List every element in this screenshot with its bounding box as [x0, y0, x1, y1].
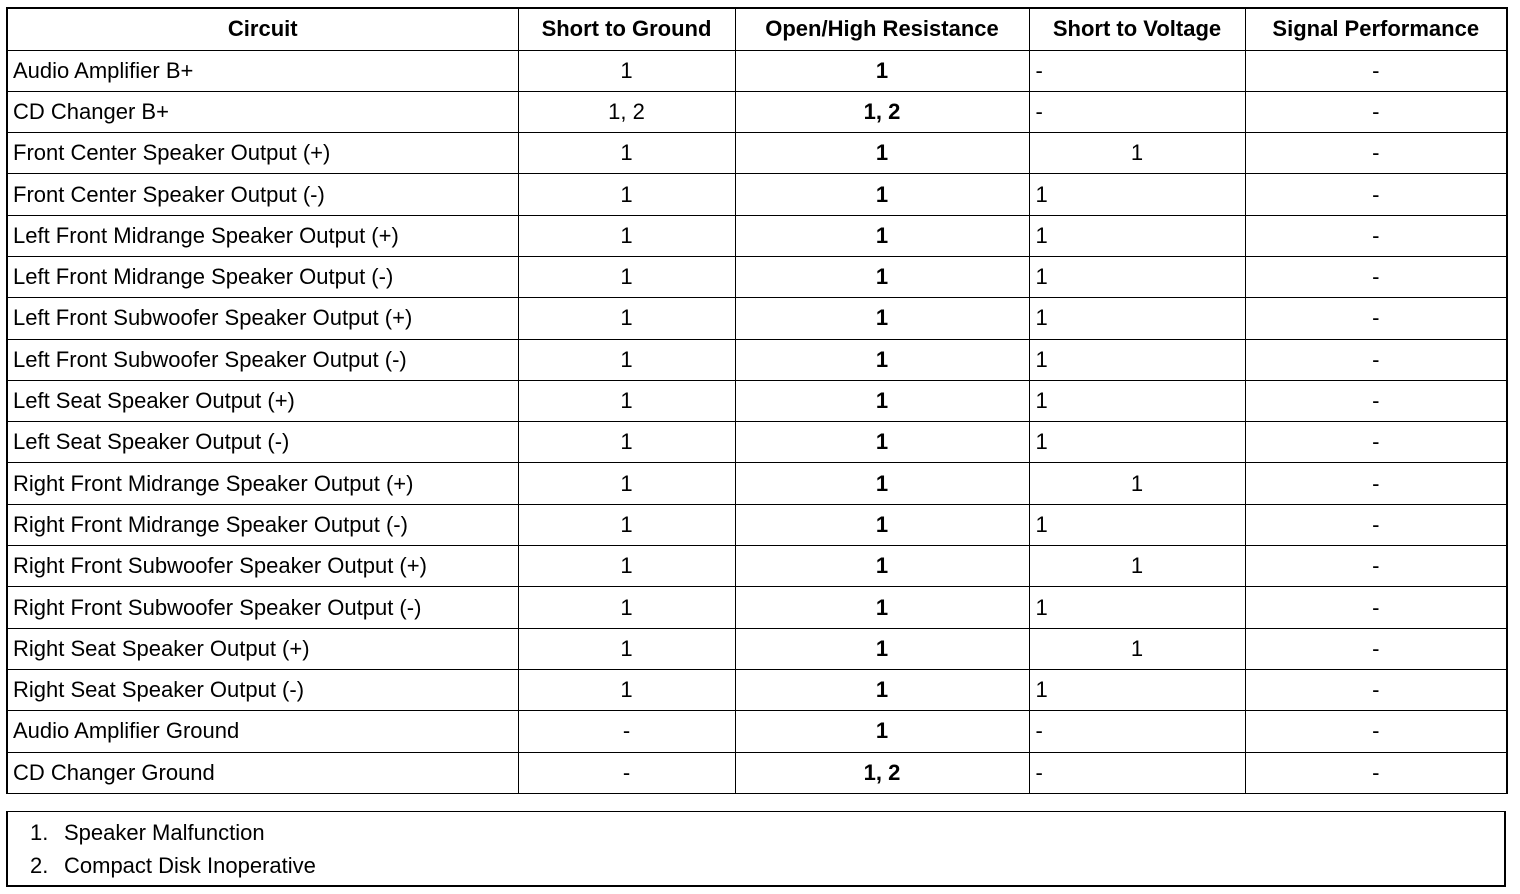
- cell-signal-performance: -: [1245, 380, 1507, 421]
- cell-circuit: Left Front Subwoofer Speaker Output (-): [7, 339, 518, 380]
- cell-open-high-resistance: 1: [735, 546, 1029, 587]
- cell-signal-performance: -: [1245, 174, 1507, 215]
- cell-signal-performance: -: [1245, 256, 1507, 297]
- cell-signal-performance: -: [1245, 298, 1507, 339]
- cell-short-to-ground: 1: [518, 380, 735, 421]
- cell-short-to-ground: 1: [518, 133, 735, 174]
- cell-open-high-resistance: 1: [735, 339, 1029, 380]
- cell-short-to-ground: 1: [518, 546, 735, 587]
- cell-signal-performance: -: [1245, 133, 1507, 174]
- cell-circuit: Left Front Midrange Speaker Output (+): [7, 215, 518, 256]
- cell-circuit: Right Front Subwoofer Speaker Output (-): [7, 587, 518, 628]
- header-row: [7, 8, 1507, 50]
- cell-signal-performance: -: [1245, 463, 1507, 504]
- cell-open-high-resistance: 1, 2: [735, 752, 1029, 793]
- table-row: [7, 422, 1507, 463]
- footnotes: [6, 811, 1506, 887]
- cell-open-high-resistance: 1: [735, 463, 1029, 504]
- table-row: [7, 215, 1507, 256]
- cell-short-to-voltage: 1: [1029, 669, 1245, 710]
- cell-circuit: Left Seat Speaker Output (-): [7, 422, 518, 463]
- cell-short-to-ground: 1: [518, 215, 735, 256]
- cell-circuit: Right Front Midrange Speaker Output (+): [7, 463, 518, 504]
- cell-short-to-ground: 1, 2: [518, 91, 735, 132]
- cell-short-to-voltage: -: [1029, 91, 1245, 132]
- cell-circuit: Front Center Speaker Output (-): [7, 174, 518, 215]
- cell-short-to-ground: 1: [518, 463, 735, 504]
- cell-short-to-ground: 1: [518, 339, 735, 380]
- table-row: [7, 133, 1507, 174]
- cell-open-high-resistance: 1: [735, 504, 1029, 545]
- cell-short-to-voltage: 1: [1029, 463, 1245, 504]
- cell-short-to-voltage: 1: [1029, 546, 1245, 587]
- footnote-2: [30, 853, 316, 879]
- cell-short-to-ground: 1: [518, 628, 735, 669]
- cell-short-to-voltage: 1: [1029, 587, 1245, 628]
- table-row: [7, 711, 1507, 752]
- table-body: [7, 50, 1507, 793]
- footnote-number: 2.: [30, 853, 49, 878]
- cell-signal-performance: -: [1245, 504, 1507, 545]
- cell-open-high-resistance: 1: [735, 711, 1029, 752]
- footnote-number: 1.: [30, 820, 49, 845]
- header-open-high-resistance: Open/High Resistance: [735, 8, 1029, 50]
- cell-short-to-ground: 1: [518, 256, 735, 297]
- cell-short-to-voltage: 1: [1029, 339, 1245, 380]
- footnote-text: Speaker Malfunction: [64, 820, 265, 845]
- table-row: [7, 546, 1507, 587]
- cell-short-to-voltage: 1: [1029, 174, 1245, 215]
- cell-short-to-ground: 1: [518, 587, 735, 628]
- cell-open-high-resistance: 1: [735, 50, 1029, 91]
- cell-circuit: CD Changer B+: [7, 91, 518, 132]
- cell-short-to-ground: -: [518, 752, 735, 793]
- header-circuit: Circuit: [7, 8, 518, 50]
- cell-signal-performance: -: [1245, 422, 1507, 463]
- footnote-1: [30, 820, 265, 846]
- cell-short-to-ground: 1: [518, 174, 735, 215]
- cell-short-to-voltage: 1: [1029, 422, 1245, 463]
- cell-short-to-voltage: 1: [1029, 504, 1245, 545]
- cell-short-to-voltage: -: [1029, 50, 1245, 91]
- cell-short-to-voltage: -: [1029, 711, 1245, 752]
- cell-short-to-voltage: 1: [1029, 298, 1245, 339]
- cell-open-high-resistance: 1: [735, 587, 1029, 628]
- cell-open-high-resistance: 1: [735, 628, 1029, 669]
- table-row: [7, 50, 1507, 91]
- table-row: [7, 174, 1507, 215]
- cell-open-high-resistance: 1: [735, 256, 1029, 297]
- header-short-to-ground: Short to Ground: [518, 8, 735, 50]
- cell-signal-performance: -: [1245, 752, 1507, 793]
- cell-short-to-ground: -: [518, 711, 735, 752]
- cell-signal-performance: -: [1245, 669, 1507, 710]
- cell-circuit: Right Seat Speaker Output (-): [7, 669, 518, 710]
- table-row: [7, 91, 1507, 132]
- cell-open-high-resistance: 1: [735, 133, 1029, 174]
- cell-circuit: Audio Amplifier Ground: [7, 711, 518, 752]
- cell-signal-performance: -: [1245, 587, 1507, 628]
- cell-signal-performance: -: [1245, 711, 1507, 752]
- cell-open-high-resistance: 1: [735, 422, 1029, 463]
- cell-circuit: Left Seat Speaker Output (+): [7, 380, 518, 421]
- cell-short-to-voltage: 1: [1029, 628, 1245, 669]
- cell-signal-performance: -: [1245, 91, 1507, 132]
- cell-signal-performance: -: [1245, 546, 1507, 587]
- table-row: [7, 587, 1507, 628]
- table-row: [7, 463, 1507, 504]
- footnote-text: Compact Disk Inoperative: [64, 853, 316, 878]
- cell-short-to-voltage: 1: [1029, 380, 1245, 421]
- table-row: [7, 669, 1507, 710]
- cell-open-high-resistance: 1, 2: [735, 91, 1029, 132]
- cell-open-high-resistance: 1: [735, 174, 1029, 215]
- cell-short-to-ground: 1: [518, 504, 735, 545]
- header-signal-performance: Signal Performance: [1245, 8, 1507, 50]
- table-row: [7, 628, 1507, 669]
- cell-signal-performance: -: [1245, 339, 1507, 380]
- cell-open-high-resistance: 1: [735, 380, 1029, 421]
- cell-short-to-ground: 1: [518, 422, 735, 463]
- cell-circuit: Right Front Midrange Speaker Output (-): [7, 504, 518, 545]
- cell-short-to-ground: 1: [518, 669, 735, 710]
- table-row: [7, 380, 1507, 421]
- table-row: [7, 298, 1507, 339]
- diagnostic-table: [6, 7, 1508, 794]
- cell-short-to-voltage: 1: [1029, 256, 1245, 297]
- cell-circuit: Front Center Speaker Output (+): [7, 133, 518, 174]
- cell-signal-performance: -: [1245, 215, 1507, 256]
- cell-signal-performance: -: [1245, 50, 1507, 91]
- cell-signal-performance: -: [1245, 628, 1507, 669]
- table-row: [7, 752, 1507, 793]
- cell-short-to-ground: 1: [518, 298, 735, 339]
- cell-short-to-voltage: 1: [1029, 133, 1245, 174]
- cell-circuit: Left Front Subwoofer Speaker Output (+): [7, 298, 518, 339]
- table-row: [7, 339, 1507, 380]
- cell-circuit: Left Front Midrange Speaker Output (-): [7, 256, 518, 297]
- cell-short-to-voltage: -: [1029, 752, 1245, 793]
- cell-open-high-resistance: 1: [735, 215, 1029, 256]
- cell-circuit: Right Front Subwoofer Speaker Output (+): [7, 546, 518, 587]
- header-short-to-voltage: Short to Voltage: [1029, 8, 1245, 50]
- cell-circuit: CD Changer Ground: [7, 752, 518, 793]
- cell-open-high-resistance: 1: [735, 669, 1029, 710]
- cell-short-to-voltage: 1: [1029, 215, 1245, 256]
- cell-short-to-ground: 1: [518, 50, 735, 91]
- cell-open-high-resistance: 1: [735, 298, 1029, 339]
- cell-circuit: Right Seat Speaker Output (+): [7, 628, 518, 669]
- table-row: [7, 504, 1507, 545]
- cell-circuit: Audio Amplifier B+: [7, 50, 518, 91]
- table-row: [7, 256, 1507, 297]
